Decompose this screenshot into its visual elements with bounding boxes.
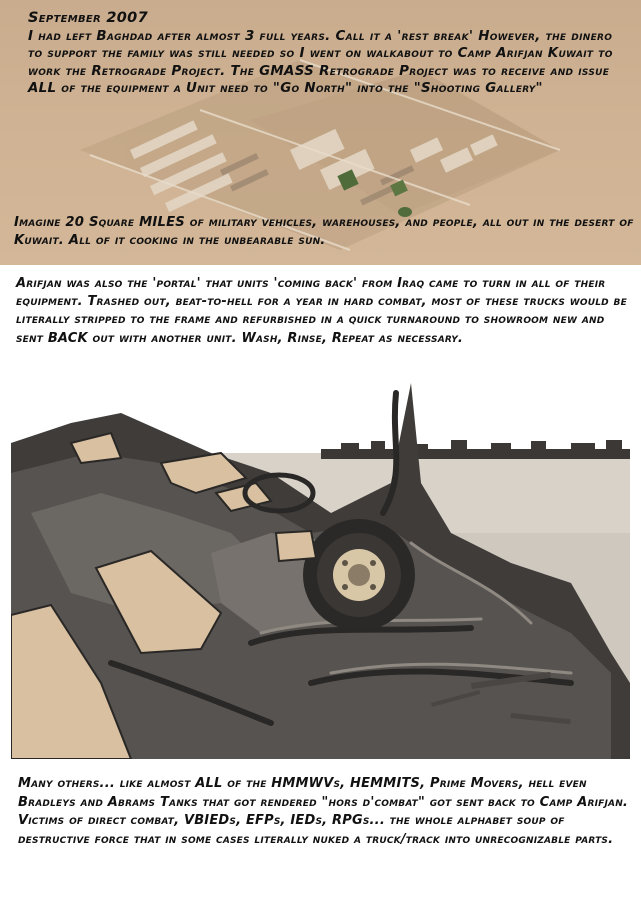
bottom-caption: Many others... like almost ALL of the HMMWVs, HEMMITS, Prime Movers, hell even Bradleys and Abrams Tanks that got rendered "hors d'combat" got sent back to Camp Arifjan. Victims of direct combat, VBIEDs, EFPs, IEDs, RPGs... the whole alphabet soup of destructive force that in some cases literally nuked a truck/track into unrecognizable parts. <box>18 776 629 847</box>
top-caption-heading: September 2007 <box>28 10 148 26</box>
top-caption-body: I had left Baghdad after almost 3 full years. Call it a 'rest break' However, the dinero to support the family was still needed so I went on walkabout to Camp Arifjan Kuwait to work the Retrograde Project. The GMASS Retrograde Project was to receive and issue ALL of the equipment a Unit need to "Go North" into the "Shooting Gallery" <box>28 28 613 96</box>
top-caption <box>28 10 628 98</box>
top-caption-second: Imagine 20 Square MILES of military vehicles, warehouses, and people, all out in the desert of Kuwait. All of it cooking in the unbearable sun. <box>14 215 634 248</box>
truck-wheel <box>303 519 415 631</box>
aerial-camp-panel <box>0 0 641 265</box>
wreckage-illustration <box>11 383 630 759</box>
middle-caption: Arifjan was also the 'portal' that units 'coming back' from Iraq came to turn in all of their equipment. Trashed out, beat-to-hell for a year in hard combat, most of these trucks would be literally stripped to the frame and refurbished in a quick turnaround to showroom new and sent BACK out with another unit. Wash, Rinse, Repeat as necessary. <box>16 276 627 346</box>
wreckage-panel <box>11 383 630 759</box>
distant-vehicles <box>321 440 630 459</box>
